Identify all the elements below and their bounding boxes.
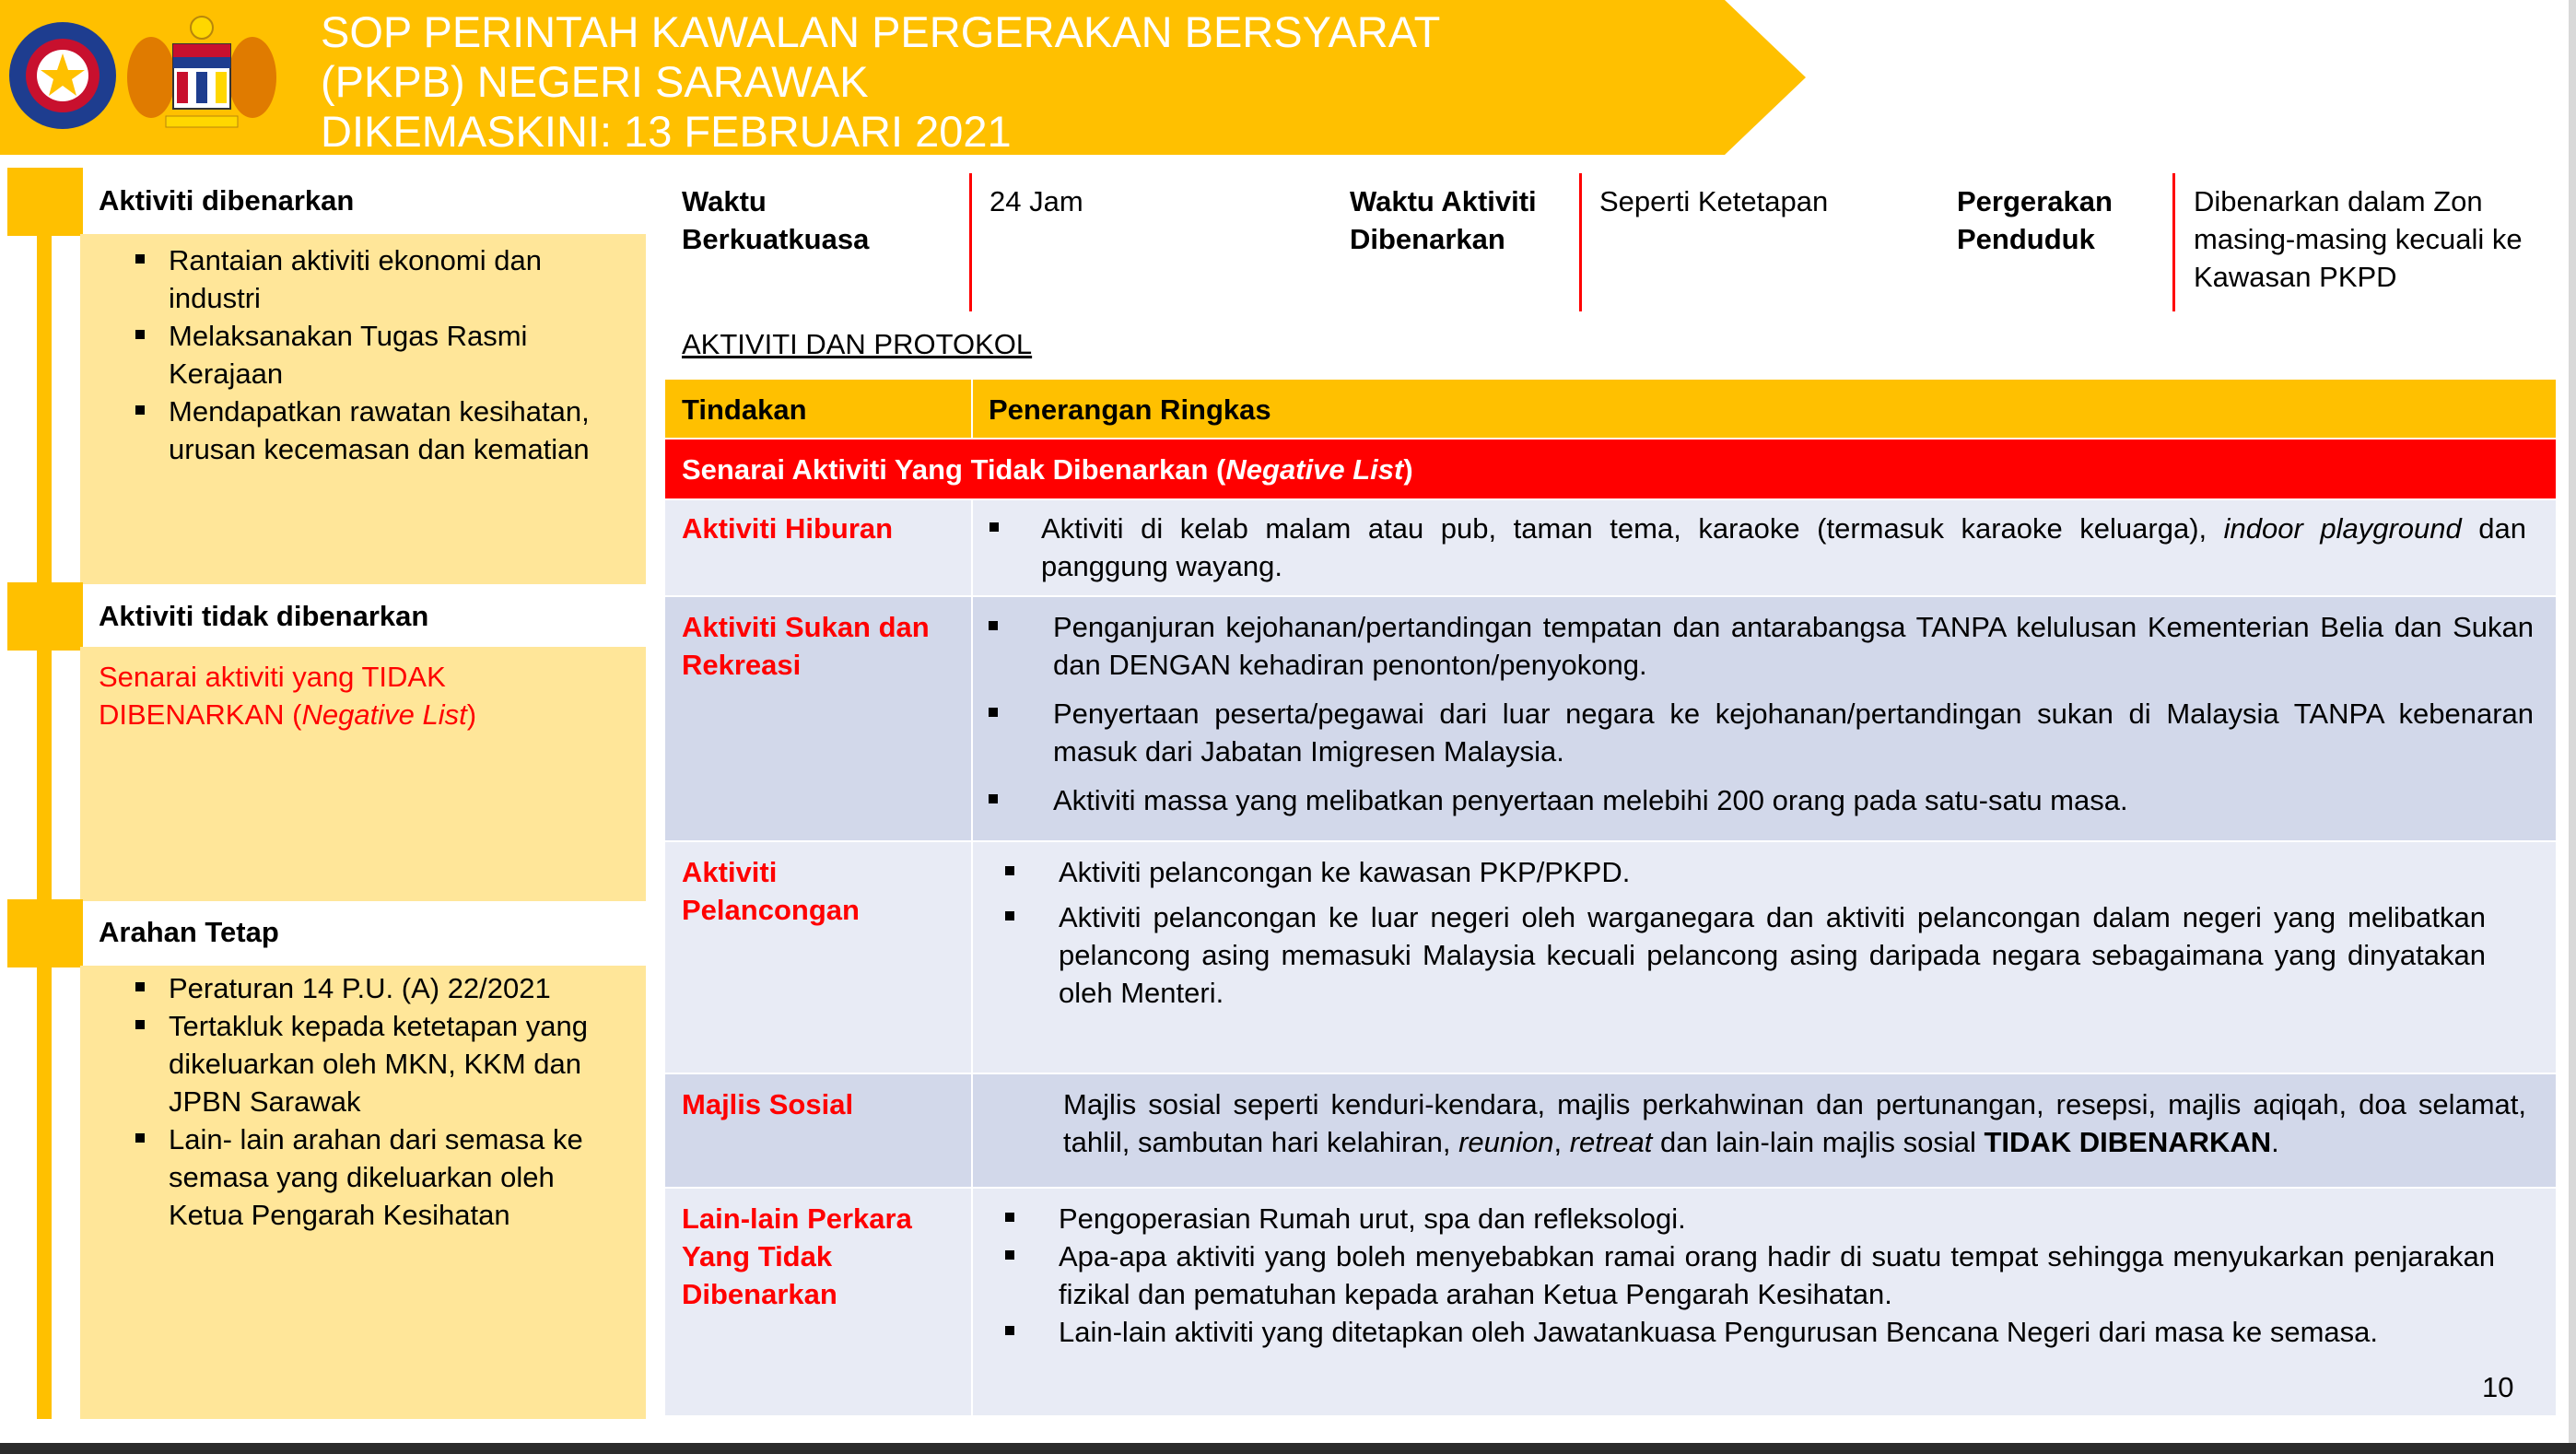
- table-row-label-cell: [665, 500, 971, 595]
- row-label-tourism: Aktiviti Pelancongan: [682, 856, 860, 926]
- bullet: [989, 794, 998, 803]
- tourism-item: Aktiviti pelancongan ke kawasan PKP/PKPD.: [1059, 856, 1631, 888]
- list-item: [1053, 695, 2534, 770]
- nsc-logo: [7, 20, 118, 131]
- social-text-italic: reunion: [1458, 1126, 1554, 1158]
- negative-list-heading-suffix: ): [1403, 453, 1413, 486]
- sports-list: [973, 597, 2556, 819]
- social-text-part: dan lain-lain majlis sosial: [1652, 1126, 1985, 1158]
- negative-list-note-suffix: ): [466, 698, 477, 731]
- header-title-line-2: (PKPB) NEGERI SARAWAK: [321, 57, 869, 106]
- tourism-list: [973, 842, 2556, 1012]
- list-item: [1059, 1200, 2495, 1237]
- allowed-title: Aktiviti dibenarkan: [99, 184, 355, 217]
- negative-list-heading: [682, 453, 1413, 487]
- list-item: [1059, 1237, 2495, 1313]
- others-list: [973, 1189, 2556, 1351]
- negative-list-note-italic: Negative List: [301, 698, 467, 731]
- column-divider: [971, 380, 973, 438]
- row-label-entertainment: Aktiviti Hiburan: [682, 512, 894, 545]
- bullet: [1005, 1326, 1014, 1335]
- standing-order-item: Peraturan 14 P.U. (A) 22/2021: [132, 969, 631, 1007]
- entertainment-text: Aktiviti di kelab malam atau pub, taman tema, karaoke (termasuk karaoke keluarga),: [1041, 512, 2224, 545]
- left-timeline-bar: [37, 205, 52, 1419]
- allowed-item: Mendapatkan rawatan kesihatan, urusan kecemasan dan kematian: [132, 393, 627, 468]
- table-row-desc-cell: [973, 1074, 2556, 1187]
- effective-time-label: Waktu Berkuatkuasa: [682, 185, 870, 255]
- social-text: [973, 1074, 2556, 1161]
- sports-item: Aktiviti massa yang melibatkan penyertaan melebihi 200 orang pada satu-satu masa.: [1053, 784, 2128, 816]
- table-row-label-cell: [665, 597, 971, 840]
- header-title-line-1: SOP PERINTAH KAWALAN PERGERAKAN BERSYARAT: [321, 7, 1441, 56]
- list-item: [1041, 510, 2526, 585]
- table-header-row: [665, 380, 2556, 438]
- bullet: [1005, 866, 1014, 875]
- table-row-desc-cell: [973, 500, 2556, 595]
- table-header-description: Penerangan Ringkas: [989, 393, 1271, 426]
- activity-time-value: Seperti Ketetapan: [1599, 185, 1829, 217]
- movement-value: Dibenarkan dalam Zon masing-masing kecuali ke Kawasan PKPD: [2194, 185, 2523, 293]
- not-allowed-box: [80, 647, 646, 901]
- table-header-action: Tindakan: [682, 393, 807, 426]
- social-text-italic: retreat: [1569, 1126, 1653, 1158]
- list-item: [1059, 1313, 2495, 1351]
- entertainment-text-end: dan panggung wayang.: [1041, 512, 2526, 582]
- others-item: Apa-apa aktiviti yang boleh menyebabkan ramai orang hadir di suatu tempat sehingga menyukarkan penjarakan fizikal dan pematuhan kepada arahan Ketua Pengarah Kesihatan.: [1059, 1240, 2495, 1310]
- tourism-item: Aktiviti pelancongan ke luar negeri oleh warganegara dan aktiviti pelancongan dalam negeri yang melibatkan pelancong asing memasuki Malaysia kecuali pelancong asing daripada negara sebagaimana yang dinyatakan oleh Menteri.: [1059, 901, 2486, 1009]
- negative-list-note-prefix: Senarai aktiviti yang TIDAK DIBENARKAN (: [99, 661, 446, 731]
- table-row-label-cell: [665, 1189, 971, 1415]
- list-item: [1059, 898, 2486, 1012]
- list-item: [1053, 608, 2534, 684]
- social-text-part: ,: [1553, 1126, 1570, 1158]
- sports-item: Penganjuran kejohanan/pertandingan tempatan dan antarabangsa TANPA kelulusan Kementerian Belia dan Sukan dan DENGAN kehadiran penonton/penyokong.: [1053, 611, 2534, 681]
- list-item: [1059, 853, 2486, 891]
- list-item: [1053, 781, 2534, 819]
- standing-orders-box: [80, 966, 646, 1419]
- entertainment-italic: indoor playground: [2223, 512, 2462, 545]
- social-text-bold: TIDAK DIBENARKAN: [1984, 1126, 2272, 1158]
- page-number: 10: [2482, 1371, 2514, 1403]
- bullet: [1005, 911, 1014, 920]
- sports-item: Penyertaan peserta/pegawai dari luar negara ke kejohanan/pertandingan sukan di Malaysia TANPA kebenaran masuk dari Jabatan Imigresen Malaysia.: [1053, 698, 2534, 768]
- row-label-social: Majlis Sosial: [682, 1088, 854, 1120]
- sarawak-coat-of-arms: [120, 13, 284, 140]
- allowed-item: Rantaian aktiviti ekonomi dan industri: [132, 241, 627, 317]
- bullet: [989, 621, 998, 630]
- table-row-desc-cell: [973, 1189, 2556, 1415]
- negative-list-note: [80, 647, 646, 733]
- table-row-desc-cell: [973, 597, 2556, 840]
- section-marker-not-allowed: [7, 582, 83, 651]
- bullet: [989, 708, 998, 717]
- section-marker-allowed: [7, 168, 83, 236]
- social-text-part: .: [2271, 1126, 2279, 1158]
- movement-label: Pergerakan Penduduk: [1957, 185, 2113, 255]
- bullet: [989, 522, 999, 532]
- section-marker-standing-orders: [7, 899, 83, 967]
- social-text-part: Majlis sosial seperti kenduri-kendara, majlis perkahwinan dan pertunangan, resepsi, majlis aqiqah, doa selamat, tahlil, sambutan hari kelahiran,: [1063, 1088, 2526, 1158]
- entertainment-list: [973, 500, 2556, 585]
- allowed-item: Melaksanakan Tugas Rasmi Kerajaan: [132, 317, 627, 393]
- row-label-sports: Aktiviti Sukan dan Rekreasi: [682, 611, 930, 681]
- table-row-label-cell: [665, 842, 971, 1073]
- table-row-label-cell: [665, 1074, 971, 1187]
- row-label-others: Lain-lain Perkara Yang Tidak Dibenarkan: [682, 1202, 912, 1310]
- others-item: Pengoperasian Rumah urut, spa dan refleksologi.: [1059, 1202, 1686, 1235]
- window-edge: [2569, 0, 2576, 1454]
- activity-time-label: Waktu Aktiviti Dibenarkan: [1350, 185, 1537, 255]
- bottom-edge: [0, 1443, 2576, 1454]
- header-banner: [0, 0, 1806, 155]
- divider: [969, 173, 972, 311]
- divider: [2172, 173, 2175, 311]
- allowed-box: [80, 234, 646, 584]
- divider: [1579, 173, 1582, 311]
- negative-list-heading-italic: Negative List: [1225, 453, 1404, 486]
- standing-orders-title: Arahan Tetap: [99, 916, 279, 948]
- standing-orders-list: [80, 966, 646, 1234]
- table-row-desc-cell: [973, 842, 2556, 1073]
- standing-order-item: Lain- lain arahan dari semasa ke semasa yang dikeluarkan oleh Ketua Pengarah Kesihatan: [132, 1120, 631, 1234]
- bullet: [1005, 1250, 1014, 1260]
- header-title-line-3: DIKEMASKINI: 13 FEBRUARI 2021: [321, 107, 1012, 156]
- bullet: [1005, 1213, 1014, 1222]
- allowed-list: [80, 234, 646, 468]
- negative-list-heading-prefix: Senarai Aktiviti Yang Tidak Dibenarkan (: [682, 453, 1226, 486]
- others-item: Lain-lain aktiviti yang ditetapkan oleh Jawatankuasa Pengurusan Bencana Negeri dari masa ke semasa.: [1059, 1316, 2379, 1348]
- section-heading: AKTIVITI DAN PROTOKOL: [682, 328, 1033, 360]
- standing-order-item: Tertakluk kepada ketetapan yang dikeluarkan oleh MKN, KKM dan JPBN Sarawak: [132, 1007, 631, 1120]
- not-allowed-title: Aktiviti tidak dibenarkan: [99, 600, 429, 632]
- effective-time-value: 24 Jam: [989, 185, 1083, 217]
